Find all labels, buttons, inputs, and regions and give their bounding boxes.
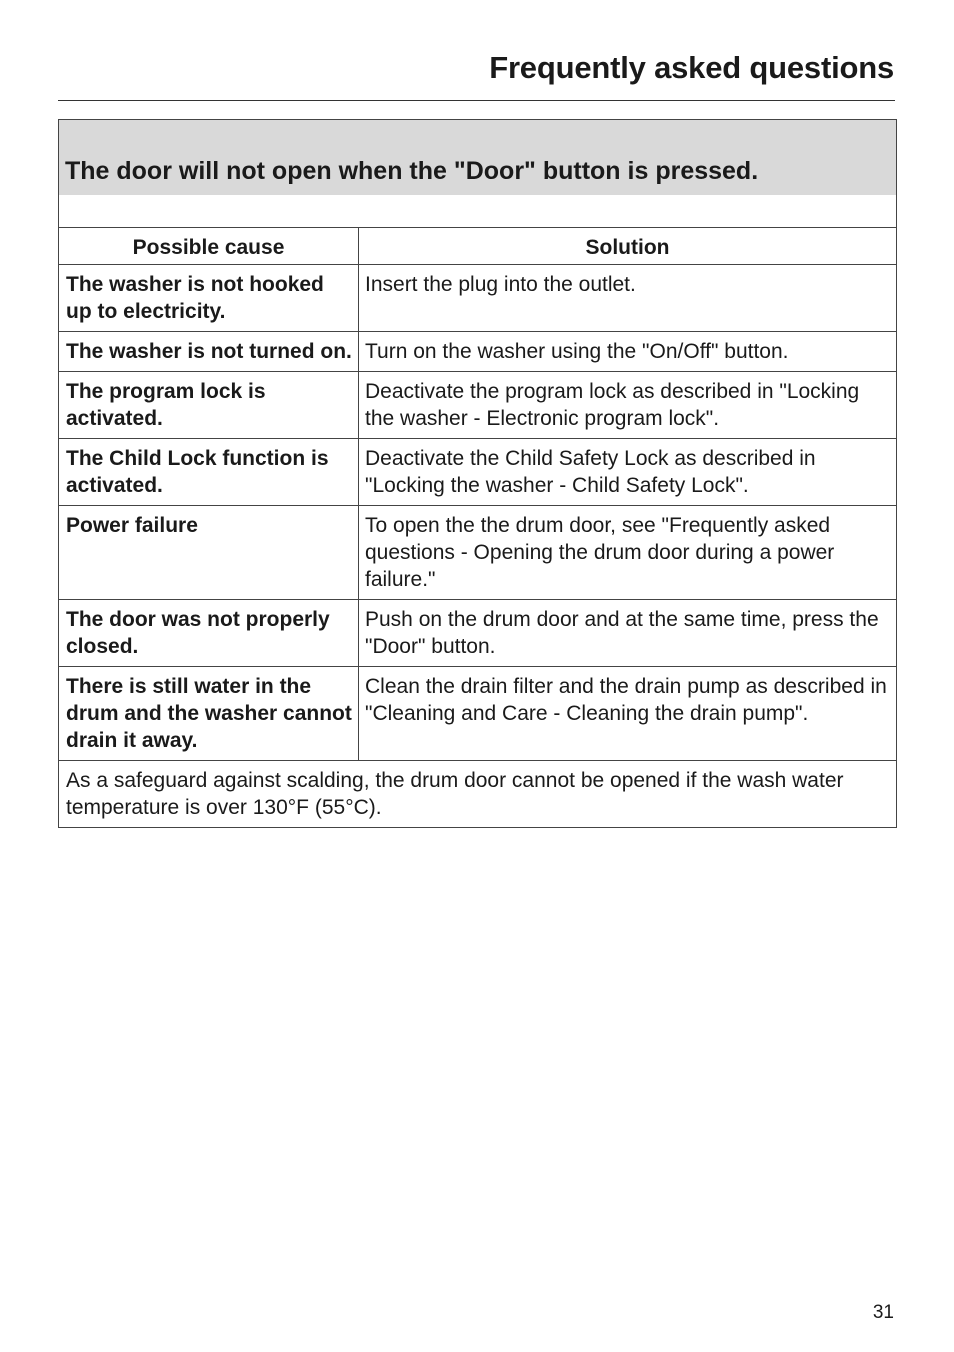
question-text: The door will not open when the "Door" button is pressed. bbox=[65, 157, 759, 185]
solution-cell: Deactivate the program lock as described in "Locking the washer - Electronic program lock". bbox=[359, 372, 897, 439]
cause-cell: The washer is not turned on. bbox=[59, 332, 359, 372]
column-header-solution: Solution bbox=[359, 228, 897, 265]
cause-cell: The program lock is activated. bbox=[59, 372, 359, 439]
cause-cell: Power failure bbox=[59, 506, 359, 600]
page-title: Frequently asked questions bbox=[489, 50, 894, 85]
faq-table bbox=[58, 119, 897, 828]
table-row bbox=[59, 265, 897, 332]
table-row bbox=[59, 506, 897, 600]
cause-cell: The door was not properly closed. bbox=[59, 600, 359, 667]
page-number: 31 bbox=[872, 1302, 894, 1323]
table-row bbox=[59, 332, 897, 372]
cause-cell: The washer is not hooked up to electricity. bbox=[59, 265, 359, 332]
question-row bbox=[59, 120, 897, 196]
solution-cell: Push on the drum door and at the same time, press the "Door" button. bbox=[359, 600, 897, 667]
note-row bbox=[59, 761, 897, 828]
solution-cell: Turn on the washer using the "On/Off" button. bbox=[359, 332, 897, 372]
cause-cell: There is still water in the drum and the washer cannot drain it away. bbox=[59, 667, 359, 761]
safety-note: As a safeguard against scalding, the drum door cannot be opened if the wash water temperature is over 130°F (55°C). bbox=[59, 761, 897, 828]
solution-cell: Clean the drain filter and the drain pump as described in "Cleaning and Care - Cleaning the drain pump". bbox=[359, 667, 897, 761]
column-header-cause: Possible cause bbox=[59, 228, 359, 265]
solution-cell: To open the the drum door, see "Frequently asked questions - Opening the drum door during a power failure." bbox=[359, 506, 897, 600]
spacer-cell bbox=[59, 195, 897, 228]
cause-cell: The Child Lock function is activated. bbox=[59, 439, 359, 506]
table-row bbox=[59, 667, 897, 761]
table-row bbox=[59, 600, 897, 667]
spacer-row bbox=[59, 195, 897, 228]
question-header bbox=[59, 120, 897, 196]
title-divider bbox=[58, 100, 895, 101]
solution-cell: Deactivate the Child Safety Lock as described in "Locking the washer - Child Safety Lock". bbox=[359, 439, 897, 506]
table-row bbox=[59, 372, 897, 439]
solution-cell: Insert the plug into the outlet. bbox=[359, 265, 897, 332]
table-row bbox=[59, 439, 897, 506]
column-header-row bbox=[59, 228, 897, 265]
